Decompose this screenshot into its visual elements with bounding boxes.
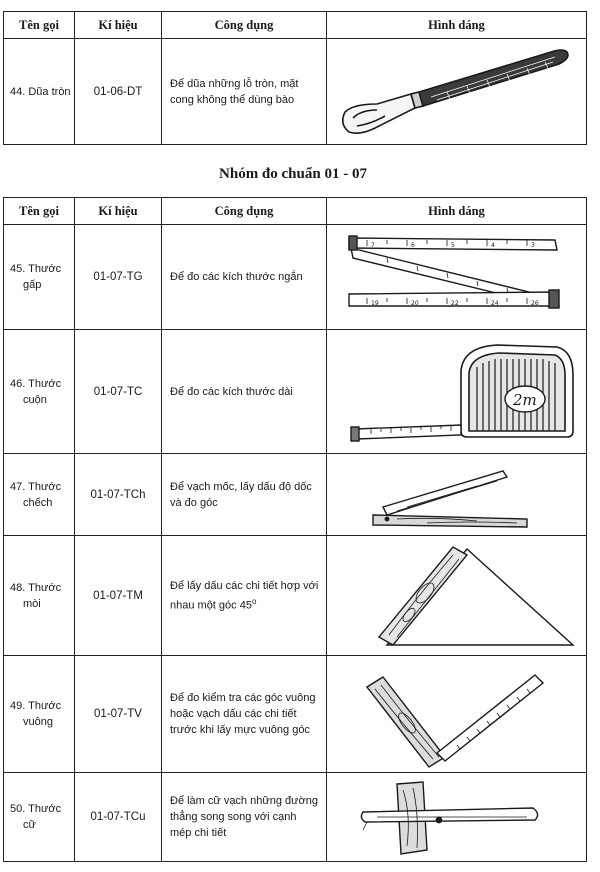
table-row: [4, 454, 587, 536]
table-row: [4, 656, 587, 773]
tool-code: 01-06-DT: [75, 39, 162, 145]
tool-name: 46. Thước cuộn: [4, 330, 75, 454]
table-row: [4, 39, 587, 145]
svg-text:4: 4: [491, 241, 495, 249]
marking-gauge-icon: [327, 773, 587, 862]
tool-code: 01-07-TC: [75, 330, 162, 454]
tool-code: 01-07-TM: [75, 536, 162, 656]
svg-text:3: 3: [531, 241, 535, 249]
tool-name: 50. Thước cữ: [4, 773, 75, 862]
tool-use: Để làm cữ vạch những đường thẳng song song với cạnh mép chi tiết: [162, 773, 327, 862]
svg-text:20: 20: [411, 299, 419, 307]
tool-table-measuring: [3, 197, 587, 862]
bevel-gauge-icon: [327, 454, 587, 536]
group-title: Nhóm đo chuẩn 01 - 07: [219, 166, 367, 182]
header-use: Công dụng: [162, 12, 327, 39]
tool-use: Để vạch mốc, lấy dấu độ dốc và đo góc: [162, 454, 327, 536]
tool-name: 47. Thước chếch: [4, 454, 75, 536]
header-use: Công dụng: [162, 198, 327, 225]
table-row: [4, 330, 587, 454]
svg-text:19: 19: [371, 299, 379, 307]
svg-text:7: 7: [371, 241, 375, 249]
svg-text:22: 22: [451, 299, 459, 307]
tool-code: 01-07-TV: [75, 656, 162, 773]
table-row: [4, 773, 587, 862]
table-row: [4, 536, 587, 656]
svg-text:6: 6: [411, 241, 415, 249]
folding-ruler-icon: [327, 225, 587, 330]
header-code: Kí hiệu: [75, 198, 162, 225]
tool-use: Để đo các kích thước dài: [162, 330, 327, 454]
header-code: Kí hiệu: [75, 12, 162, 39]
tool-use: Để đo các kích thước ngắn: [162, 225, 327, 330]
table-row: [4, 225, 587, 330]
table-header-row: [4, 12, 587, 39]
tool-code: 01-07-TCu: [75, 773, 162, 862]
tool-name: 45. Thước gấp: [4, 225, 75, 330]
try-square-icon: [327, 656, 587, 773]
header-shape: Hình dáng: [327, 198, 587, 225]
tool-use: Để đo kiểm tra các góc vuông hoặc vạch dấu các chi tiết trước khi lấy mực vuông góc: [162, 656, 327, 773]
tool-use: Để lấy dấu các chi tiết hợp với nhau một góc 45$^o$: [162, 536, 327, 656]
svg-text:5: 5: [451, 241, 455, 249]
round-file-icon: [327, 39, 587, 145]
tool-use: Để dũa những lỗ tròn, mặt cong không thể dùng bào: [162, 39, 327, 145]
tape-measure-icon: [327, 330, 587, 454]
tool-code: 01-07-TG: [75, 225, 162, 330]
tape-label: 2m: [513, 390, 537, 409]
tool-table-files: [3, 11, 587, 145]
svg-text:26: 26: [531, 299, 539, 307]
miter-square-icon: [327, 536, 587, 656]
tool-name: 48. Thước mòi: [4, 536, 75, 656]
tool-name: 44. Dũa tròn: [4, 39, 75, 145]
header-name: Tên gọi: [4, 12, 75, 39]
tool-code: 01-07-TCh: [75, 454, 162, 536]
header-name: Tên gọi: [4, 198, 75, 225]
tool-name: 49. Thước vuông: [4, 656, 75, 773]
table-header-row: [4, 198, 587, 225]
svg-text:24: 24: [491, 299, 499, 307]
header-shape: Hình dáng: [327, 12, 587, 39]
